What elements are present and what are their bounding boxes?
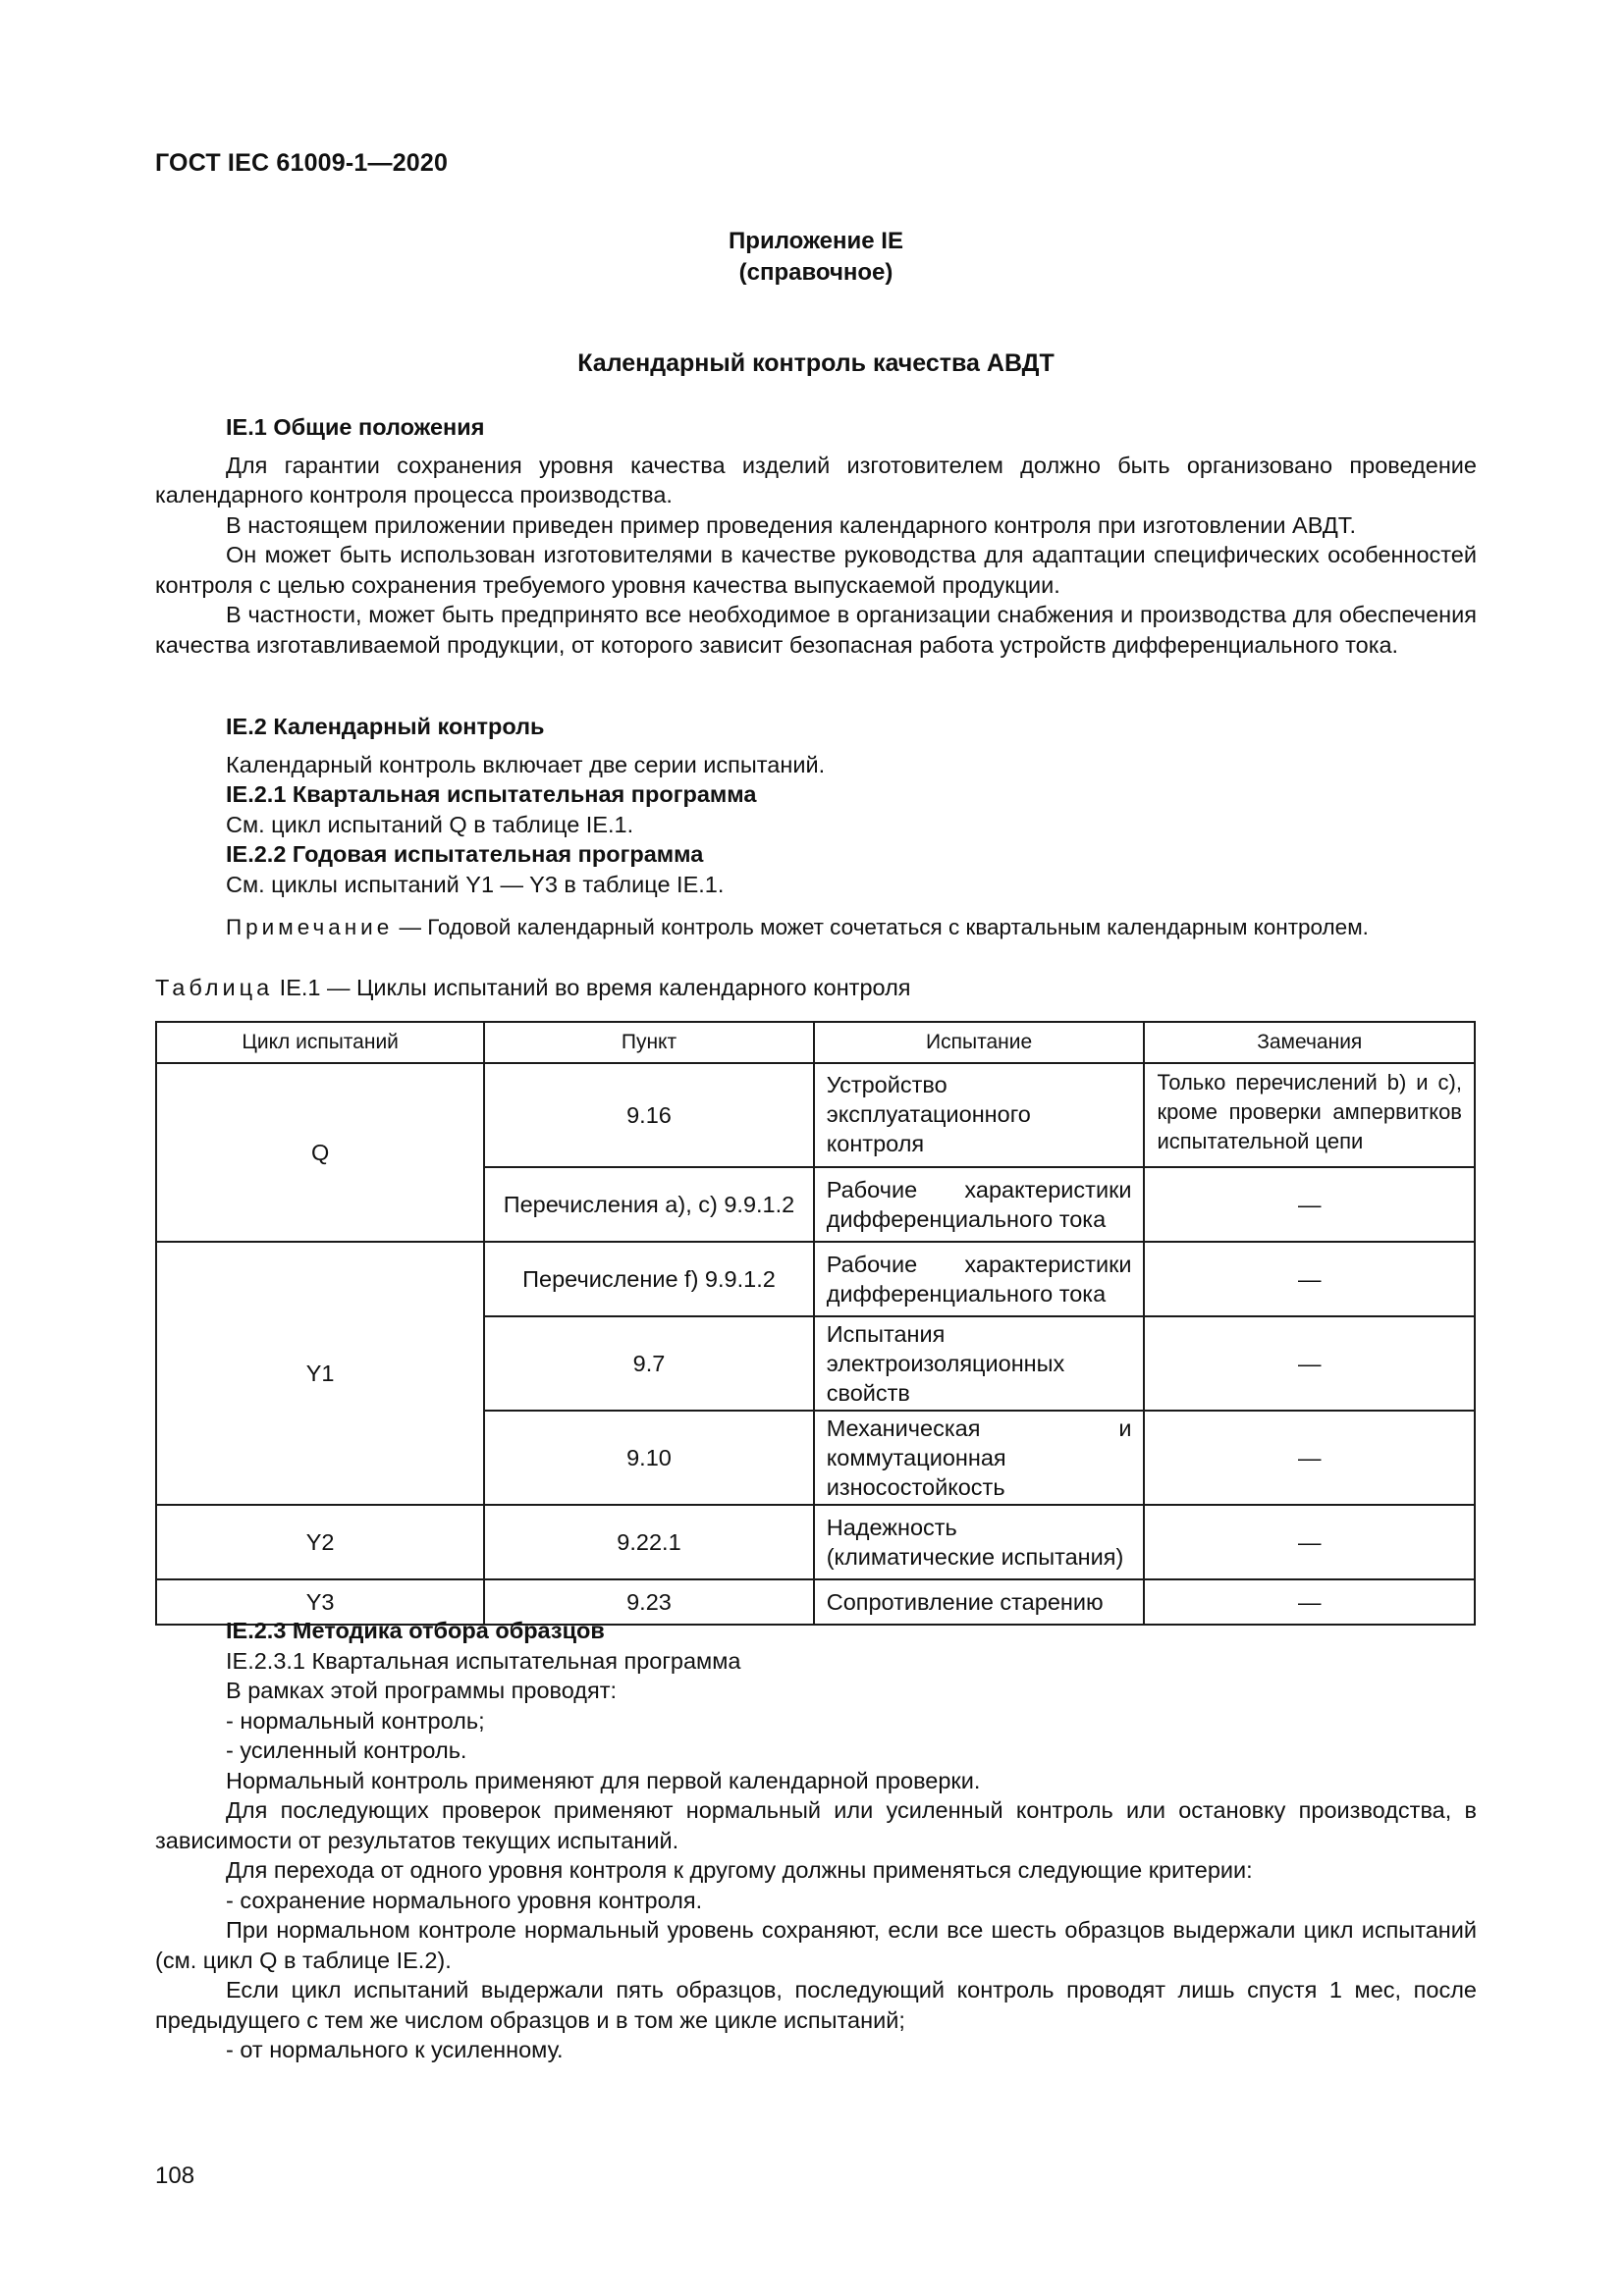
- cycle-cell: Y2: [156, 1505, 484, 1579]
- cycle-cell: Y3: [156, 1579, 484, 1625]
- paragraph: См. цикл испытаний Q в таблице IE.1.: [226, 811, 634, 837]
- section-general: [155, 412, 1477, 660]
- paragraph: Для последующих проверок применяют нормальный или усиленный контроль или остановку производства, в зависимости от результатов текущих испытаний.: [155, 1797, 1477, 1853]
- test-cell: Испытания электроизоляционных свойств: [814, 1316, 1145, 1411]
- test-cell: Устройство эксплуатационного контроля: [814, 1063, 1145, 1167]
- paragraph: Для перехода от одного уровня контроля к другому должны применяться следующие критерии:: [226, 1857, 1253, 1883]
- cycle-cell: Q: [156, 1063, 484, 1242]
- test-cell: Надежность (климатические испытания): [814, 1505, 1145, 1579]
- paragraph: В настоящем приложении приведен пример проведения календарного контроля при изготовлении АВДТ.: [226, 511, 1357, 538]
- test-cell: Механическая и коммутационная износостойкость: [814, 1411, 1145, 1505]
- clause-cell: 9.16: [484, 1063, 813, 1167]
- column-header: Пункт: [484, 1022, 813, 1063]
- clause-cell: 9.10: [484, 1411, 813, 1505]
- remark-cell: —: [1144, 1579, 1475, 1625]
- cycle-cell: Y1: [156, 1242, 484, 1505]
- paragraph: В частности, может быть предпринято все необходимое в организации снабжения и производства для обеспечения качества изготавливаемой продукции, от которого зависит безопасная работа устройств дифференциального тока.: [155, 602, 1477, 658]
- column-header: Испытание: [814, 1022, 1145, 1063]
- clause-cell: 9.23: [484, 1579, 813, 1625]
- remark-cell: —: [1144, 1167, 1475, 1242]
- remark-cell: —: [1144, 1411, 1475, 1505]
- list-item: - сохранение нормального уровня контроля.: [226, 1887, 703, 1913]
- section-heading: IE.2 Календарный контроль: [226, 714, 545, 739]
- table-header-row: [156, 1022, 1475, 1063]
- remark-cell: —: [1144, 1316, 1475, 1411]
- appendix-subtitle: (справочное): [738, 259, 893, 286]
- section-calendar-control: [155, 712, 1477, 943]
- note-label: Примечание: [226, 915, 394, 939]
- clause-cell: Перечисление f) 9.9.1.2: [484, 1242, 813, 1316]
- table-caption-label: Таблица: [155, 975, 274, 1000]
- standard-code: ГОСТ IEC 61009-1—2020: [155, 149, 449, 177]
- clause-cell: 9.7: [484, 1316, 813, 1411]
- test-cell: Сопротивление старению: [814, 1579, 1145, 1625]
- table-row: [156, 1242, 1475, 1316]
- section-sampling: [155, 1616, 1477, 2065]
- page-number: 108: [155, 2163, 195, 2189]
- section-heading: IE.2.3 Методика отбора образцов: [226, 1618, 605, 1643]
- subsection-heading: IE.2.1 Квартальная испытательная программа: [226, 781, 757, 807]
- test-cell: Рабочие характеристики дифференциального тока: [814, 1242, 1145, 1316]
- appendix-heading: Календарный контроль качества АВДТ: [577, 349, 1055, 377]
- note-text: — Годовой календарный контроль может сочетаться с квартальным календарным контролем.: [393, 915, 1369, 939]
- list-item: - нормальный контроль;: [226, 1707, 485, 1734]
- subsection-heading: IE.2.3.1 Квартальная испытательная программа: [226, 1647, 741, 1674]
- paragraph: Для гарантии сохранения уровня качества изделий изготовителем должно быть организовано проведение календарного контроля процесса производства.: [155, 452, 1477, 507]
- list-item: - от нормального к усиленному.: [226, 2037, 564, 2062]
- paragraph: Нормальный контроль применяют для первой календарной проверки.: [226, 1767, 981, 1793]
- clause-cell: 9.22.1: [484, 1505, 813, 1579]
- column-header: Цикл испытаний: [156, 1022, 484, 1063]
- remark-cell: Только перечислений b) и c), кроме проверки ампервитков испытательной цепи: [1144, 1063, 1475, 1167]
- test-cell: Рабочие характеристики дифференциального тока: [814, 1167, 1145, 1242]
- remark-cell: —: [1144, 1242, 1475, 1316]
- table-caption: [155, 975, 911, 1001]
- table-row: [156, 1063, 1475, 1167]
- table-row: [156, 1505, 1475, 1579]
- test-cycles-table: [155, 1021, 1476, 1626]
- table-caption-text: IE.1 — Циклы испытаний во время календарного контроля: [273, 975, 911, 1000]
- appendix-title: Приложение IE: [729, 228, 903, 254]
- paragraph: Календарный контроль включает две серии испытаний.: [226, 751, 826, 777]
- paragraph: Он может быть использован изготовителями в качестве руководства для адаптации специфических особенностей контроля с целью сохранения требуемого уровня качества выпускаемой продукции.: [155, 542, 1477, 598]
- paragraph: В рамках этой программы проводят:: [226, 1678, 618, 1703]
- paragraph: См. циклы испытаний Y1 — Y3 в таблице IE.1.: [226, 871, 725, 897]
- list-item: - усиленный контроль.: [226, 1737, 467, 1763]
- column-header: Замечания: [1144, 1022, 1475, 1063]
- subsection-heading: IE.2.2 Годовая испытательная программа: [226, 841, 704, 867]
- paragraph: При нормальном контроле нормальный уровень сохраняют, если все шесть образцов выдержали цикл испытаний (см. цикл Q в таблице IE.2).: [155, 1917, 1477, 1973]
- remark-cell: —: [1144, 1505, 1475, 1579]
- clause-cell: Перечисления a), c) 9.9.1.2: [484, 1167, 813, 1242]
- paragraph: Если цикл испытаний выдержали пять образцов, последующий контроль проводят лишь спустя 1 мес, после предыдущего с тем же числом образцов и в том же цикле испытаний;: [155, 1977, 1477, 2033]
- section-heading: IE.1 Общие положения: [226, 414, 485, 440]
- note: [155, 913, 1477, 943]
